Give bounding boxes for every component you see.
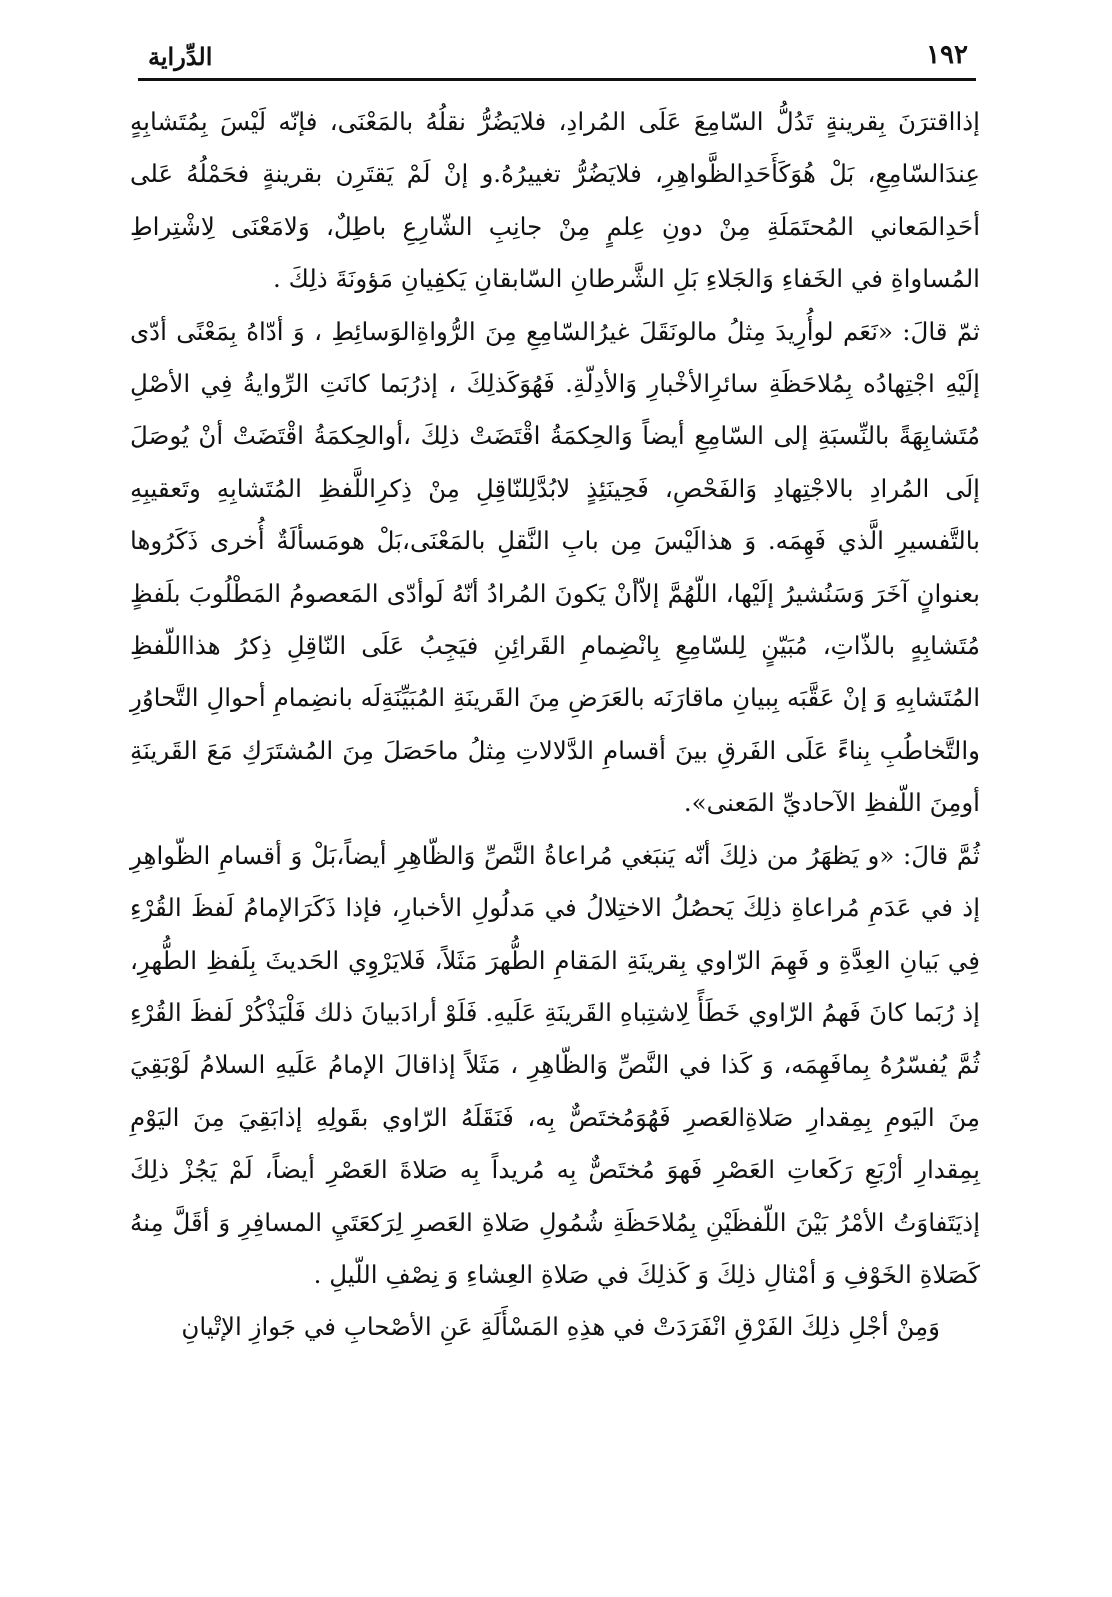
page-header (138, 38, 976, 78)
running-title: الدِّراية (148, 42, 213, 71)
paragraph-1: إذااقترَنَ بِقرينةٍ تَدُلُّ السّامِعَ عَلَى المُرادِ، فلايَضُرُّ نقلُهُ بالمَعْنَى، فإنّه لَيْسَ بِمُتَشابِهٍ عِندَالسّامِعِ، بَلْ هُوَكَأَحَدِالظَّواهِرِ، فلايَضُرُّ تغييرُهُ.و إنْ لَمْ يَقتَرِن بقرينةٍ فحَمْلُهُ عَلى أحَدِالمَعاني المُحتَمَلَةِ مِنْ دونِ عِلمٍ مِنْ جانِبِ الشّارِعِ باطِلٌ، وَلامَعْنَى لِاشْتِراطِ المُساواةِ في الخَفاءِ وَالجَلاءِ بَلِ الشَّرطانِ السّابقانِ يَكفِيانِ مَؤونَةَ ذلِكَ . (130, 107, 980, 294)
body-text (130, 96, 980, 1354)
page-number: ١٩٢ (926, 40, 968, 70)
paragraph-4: وَمِنْ أجْلِ ذلِكَ الفَرْقِ انْفَرَدَتْ في هذِهِ المَسْأَلَةِ عَنِ الأصْحابِ في جَوازِ الإتْيانِ (181, 1312, 940, 1342)
paragraph-2: ثمّ قالَ: «نَعَم لوأُرِيدَ مِثلُ مالونَقَلَ غيرُالسّامِعِ مِنَ الرُّواةِالوَسائِطِ ، وَ أدّاهُ بِمَعْنًى أدّى إلَيْهِ اجْتِهادُه بِمُلاحَظَةِ سائرِالأخْبارِ وَالأدِلّةِ. فَهُوَكَذلِكَ ، إذرُبَما كانَتِ الرِّوايةُ فِي الأصْلِ مُتَشابِهَةً بالنِّسبَةِ إلى السّامِعِ أيضاً وَالحِكمَةُ اقْتَضَتْ ذلِكَ ،أوالحِكمَةُ اقْتَضَتْ أنْ يُوصَلَ إلَى المُرادِ بالاجْتِهادِ وَالفَحْصِ، فَحِينَئِذٍ لابُدَّلِلنّاقِلِ مِنْ ذِكرِاللَّفظِ المُتَشابِهِ وتَعقيبِهِ بالتَّفسيرِ الَّذي فَهِمَه. وَ هذالَيْسَ مِن بابِ النَّقلِ بالمَعْنَى،بَلْ هومَسألَةٌ أُخرى ذَكَرُوها بعنوانٍ آخَرَ وَسَنُشيرُ إلَيْها، اللّهُمَّ إلاّأنْ يَكونَ المُرادُ أنّهُ لَوأدّى المَعصومُ المَطْلُوبَ بلَفظٍ مُتَشابِهٍ بالذّاتِ، مُبَيّنٍ لِلسّامِعِ بِانْضِمامِ القَرائِنِ فيَجِبُ عَلَى النّاقِلِ ذِكرُ هذااللّفظِ المُتَشابِهِ وَ إنْ عَقَّبَه بِبيانِ ماقارَنَه بالعَرَضِ مِنَ القَرينَةِ المُبَيِّنَةِلَه بانضِمامِ أحوالِ التَّحاوُرِ والتَّخاطُبِ بِناءً عَلَى الفَرقِ بينَ أقسامِ الدَّلالاتِ مِثلُ ماحَصَلَ مِنَ المُشتَرَكِ مَعَ القَرينَةِ أومِنَ اللّفظِ الآحاديِّ المَعنى». (130, 316, 980, 818)
header-rule (138, 78, 976, 81)
paragraph-3: ثُمَّ قالَ: «و يَظهَرُ من ذلِكَ أنّه يَنبَغي مُراعاةُ النَّصِّ وَالظّاهِرِ أيضاً،بَلْ وَ أقسامِ الظّواهِرِ إذ في عَدَمِ مُراعاةِ ذلِكَ يَحصُلُ الاختِلالُ في مَدلُولِ الأخبارِ، فإذا ذَكَرَالإمامُ لَفظَ القُرْءِ فِي بَيانِ العِدَّةِ و فَهِمَ الرّاوي بِقرينَةِ المَقامِ الطُّهرَ مَثَلاً، فَلايَرْوِي الحَديثَ بِلَفظِ الطُّهرِ، إذ رُبَما كانَ فَهمُ الرّاوي خَطَأً لِاشتِباهِ القَرينَةِ عَلَيهِ. فَلَوْ أرادَبيانَ ذلك فَلْيَذْكُرْ لَفظَ القُرْءِ ثُمَّ يُفسّرُهُ بِمافَهِمَه، وَ كَذا في النَّصِّ وَالظّاهِرِ ، مَثَلاً إذاقالَ الإمامُ عَلَيهِ السلامُ لَوْبَقِيَ مِنَ اليَومِ بِمِقدارِ صَلاةِالعَصرِ فَهُوَمُختَصٌّ بِه، فَنَقَلَهُ الرّاوي بقَولِهِ إذابَقِيَ مِنَ اليَوْمِ بِمِقدارِ أرْبَعِ رَكَعاتِ العَصْرِ فَهوَ مُختَصٌّ بِه مُريداً بِه صَلاةَ العَصْرِ أيضاً، لَمْ يَجُزْ ذلِكَ إذيَتَفاوَتُ الأمْرُ بَيْنَ اللّفظَيْنِ بِمُلاحَظَةِ شُمُولِ صَلاةِ العَصرِ لِرَكعَتَيِ المسافِرِ وَ أقَلَّ مِنهُ كَصَلاةِ الخَوْفِ وَ أمْثالِ ذلِكَ وَ كَذلِكَ في صَلاةِ العِشاءِ وَ نِصْفِ اللّيلِ . (130, 840, 980, 1289)
